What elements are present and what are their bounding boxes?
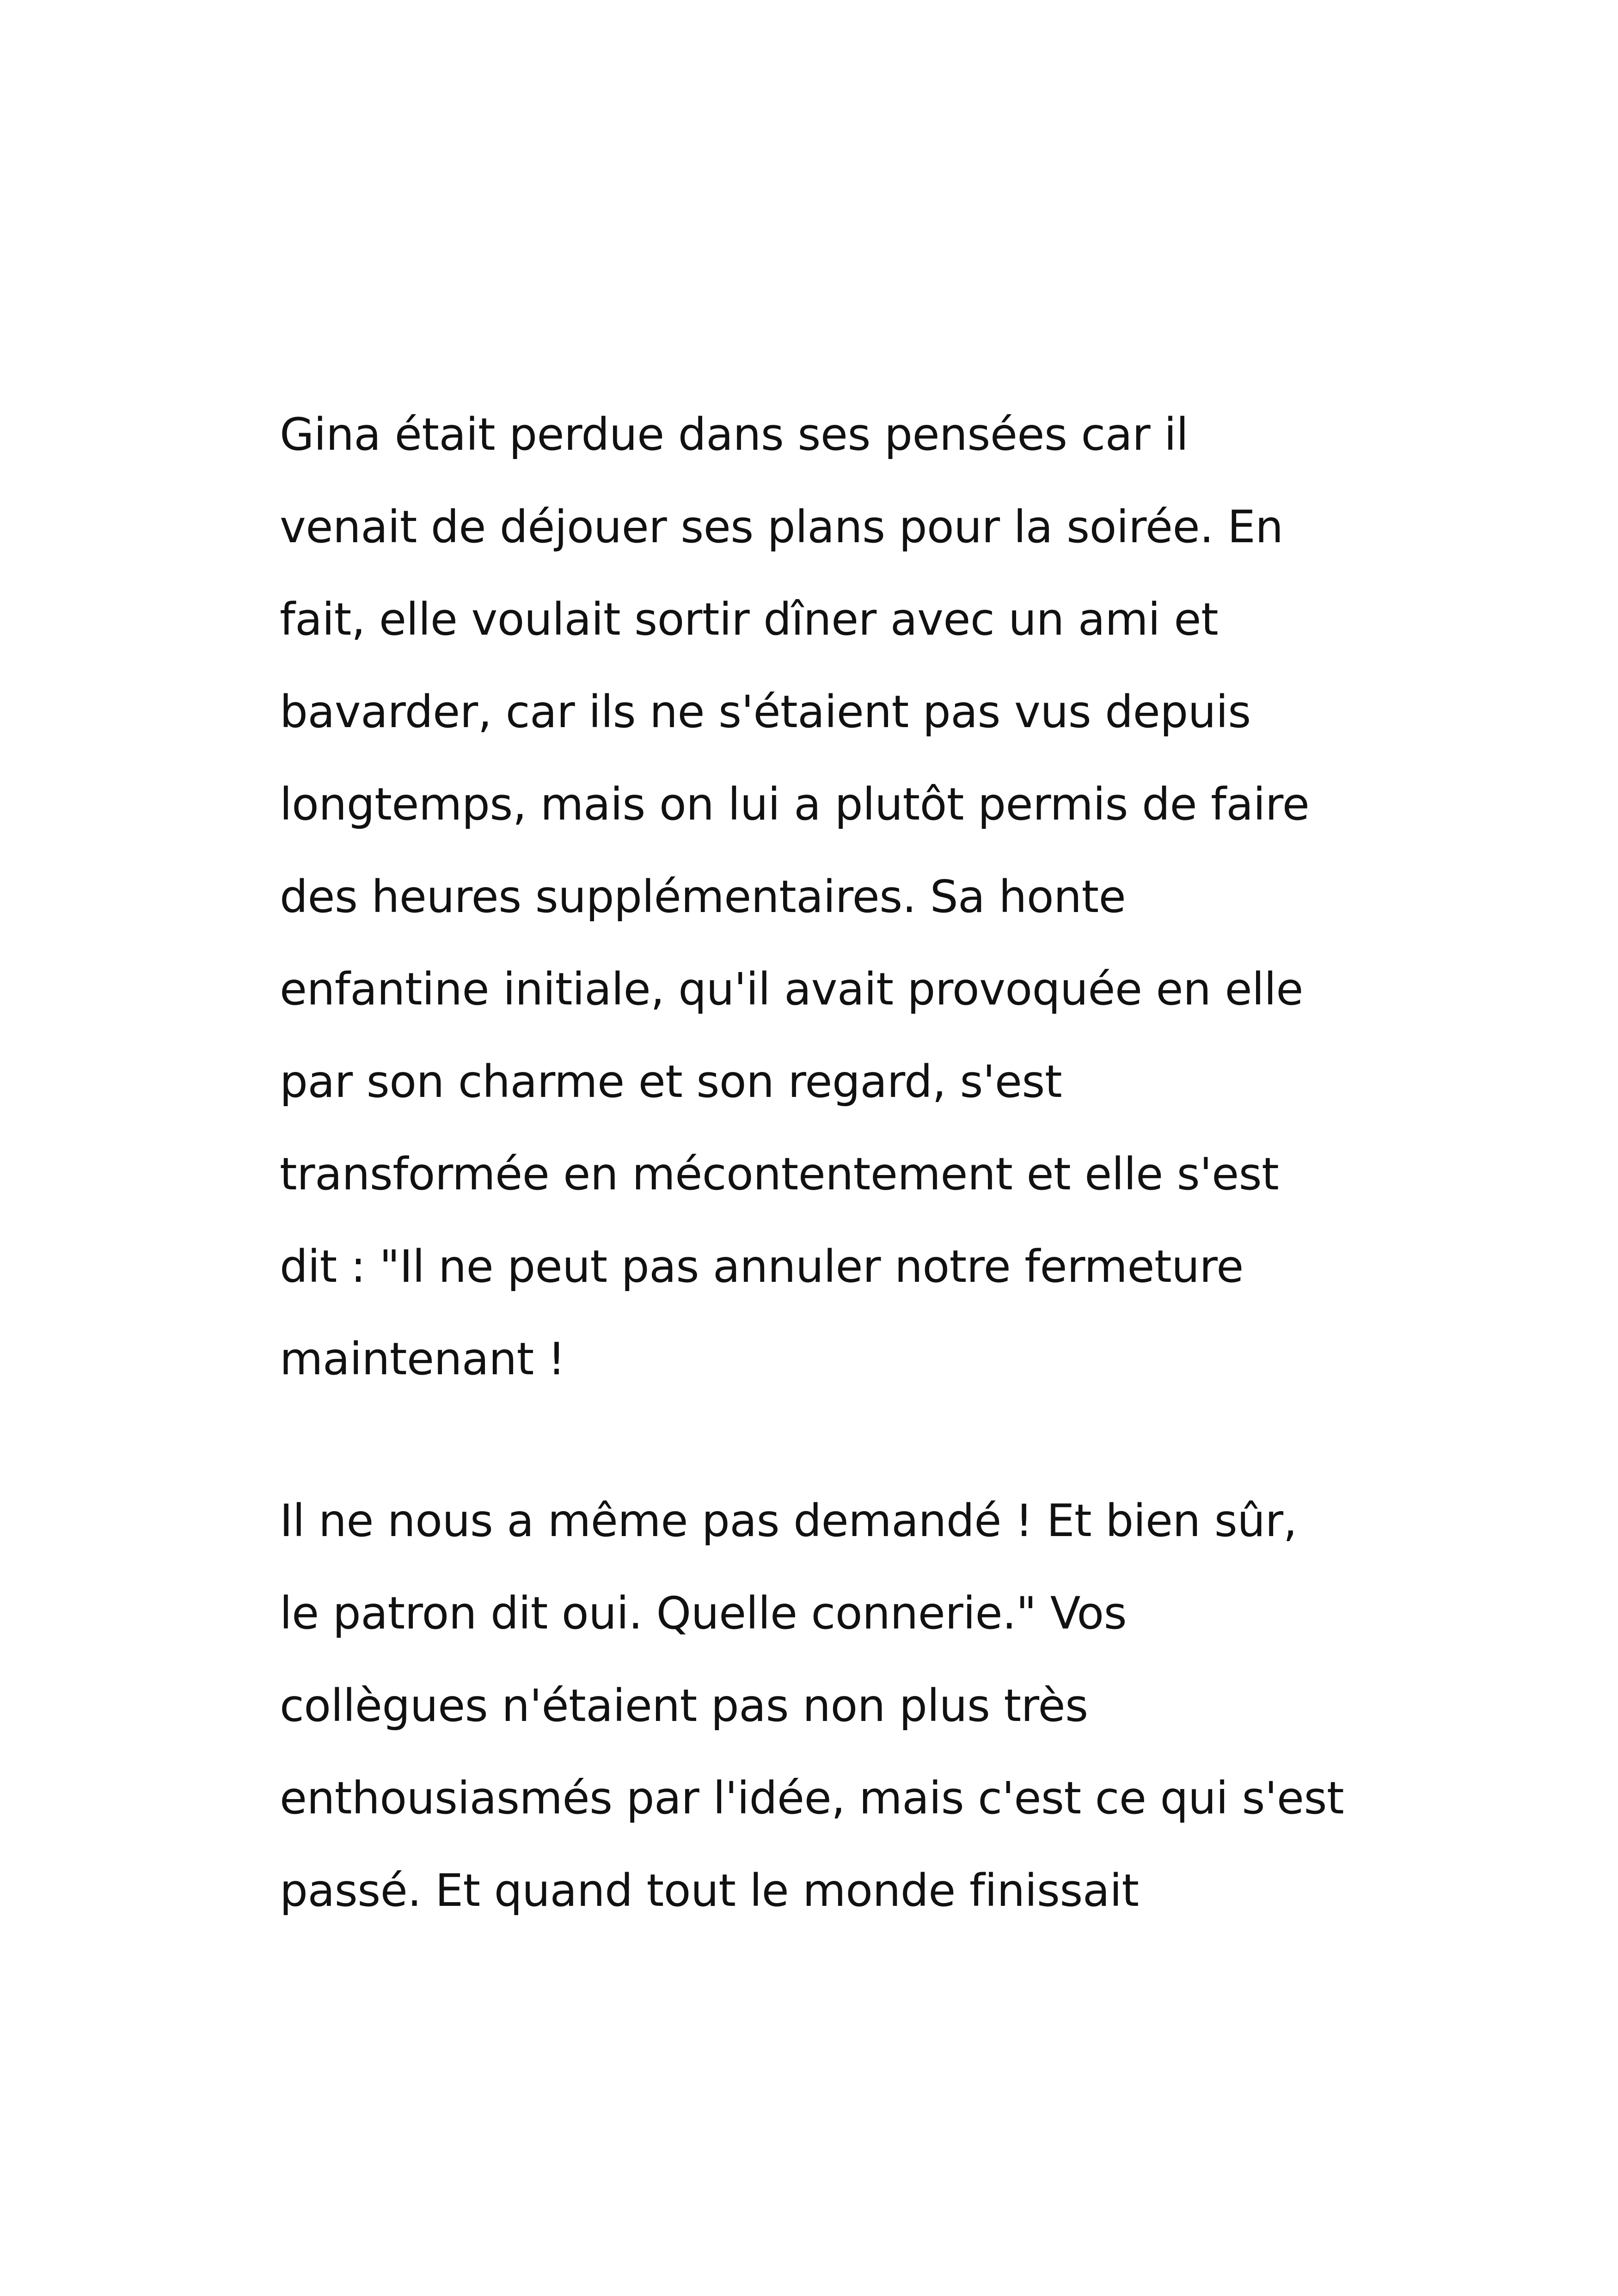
text-line: bavarder, car ils ne s'étaient pas vus depuis	[280, 686, 1251, 738]
text-line: longtemps, mais on lui a plutôt permis de faire	[280, 778, 1310, 830]
text-line: par son charme et son regard, s'est	[280, 1056, 1062, 1108]
paragraph-2	[280, 1475, 1398, 1937]
text-line: Il ne nous a même pas demandé ! Et bien sûr,	[280, 1495, 1297, 1547]
text-line: des heures supplémentaires. Sa honte	[280, 871, 1126, 923]
text-line: maintenant !	[280, 1333, 565, 1385]
text-line: fait, elle voulait sortir dîner avec un ami et	[280, 594, 1219, 645]
text-line: enthousiasmés par l'idée, mais c'est ce qui s'est	[280, 1772, 1344, 1824]
text-line: enfantine initiale, qu'il avait provoquée en elle	[280, 963, 1303, 1015]
text-line: transformée en mécontentement et elle s'est	[280, 1148, 1279, 1200]
text-line: passé. Et quand tout le monde finissait	[280, 1865, 1139, 1916]
paragraph-1	[280, 388, 1398, 1405]
paragraph-spacer	[280, 1405, 1398, 1475]
text-line: dit : "Il ne peut pas annuler notre fermeture	[280, 1241, 1244, 1292]
text-line: venait de déjouer ses plans pour la soirée. En	[280, 501, 1283, 553]
body-text	[280, 388, 1398, 1937]
text-line: le patron dit oui. Quelle connerie." Vos	[280, 1587, 1127, 1639]
text-line: Gina était perdue dans ses pensées car il	[280, 409, 1189, 460]
text-line: collègues n'étaient pas non plus très	[280, 1680, 1088, 1732]
